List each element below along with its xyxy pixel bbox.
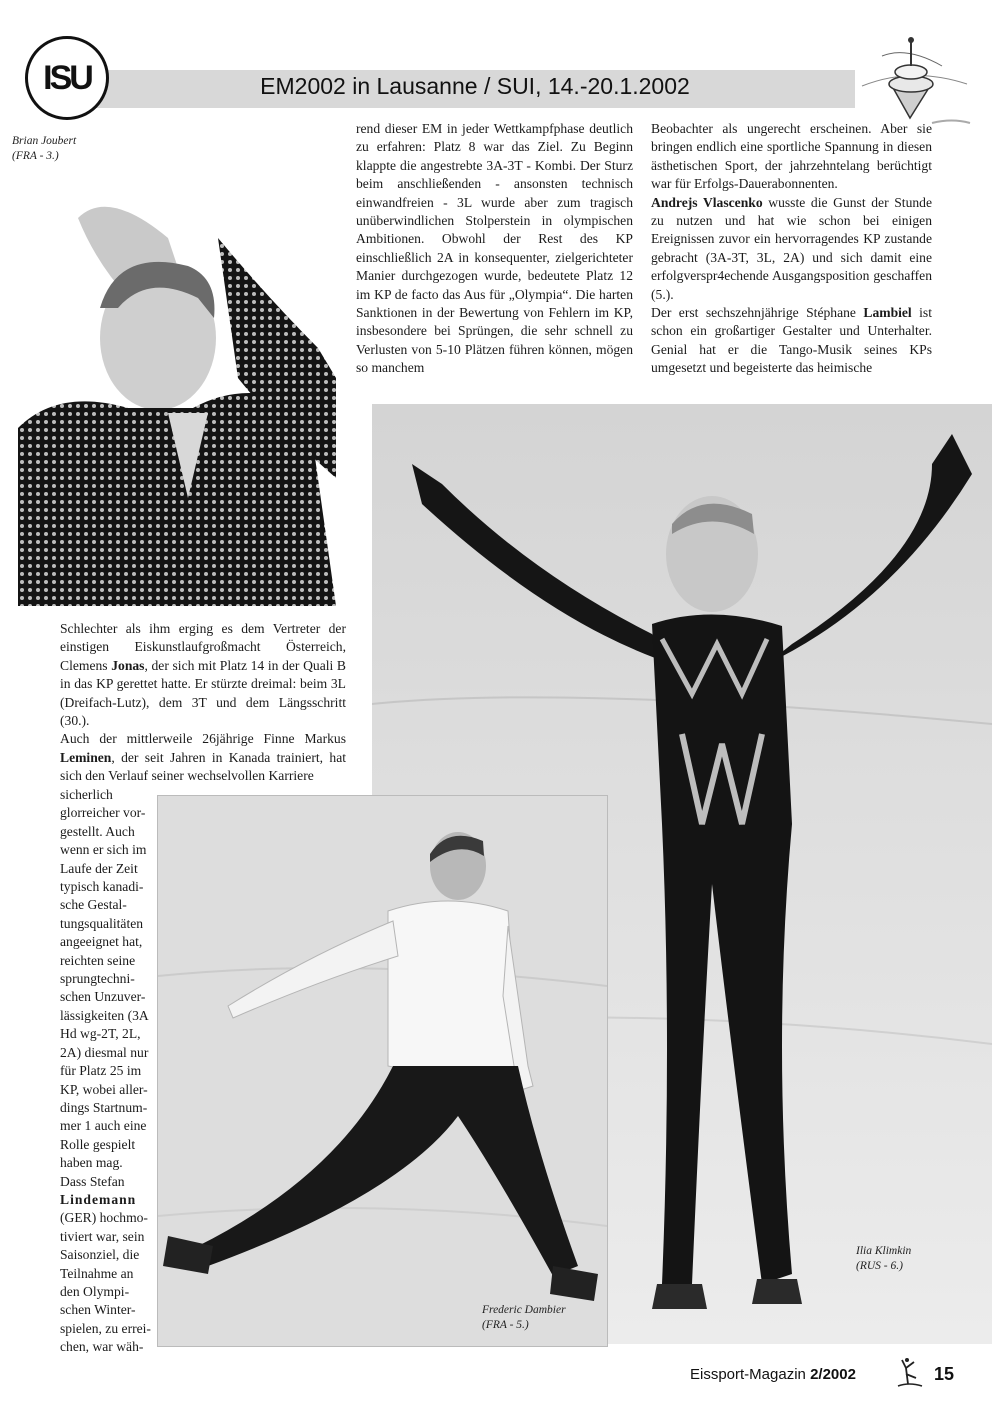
text-line: glorreicher vor-	[60, 805, 146, 821]
text-line: Lindemann	[60, 1191, 137, 1207]
text-line: sche Gestal-	[60, 897, 127, 913]
text-line: chen, war wäh-	[60, 1339, 144, 1355]
caption-joubert: Brian Joubert (FRA - 3.)	[12, 135, 77, 162]
paragraph: rend dieser EM in jeder Wettkampfphase deutlich zu erfahren: Platz 8 war das Ziel. Zu Beginn klappte die angestrebte 3A-3T - Kombi. Der Sturz beim anschließenden - ansonsten technisch einwandfreien - 3L wurde aber zum tragisch unüberwindlichen Stolperstein in olympischen Ambitionen. Obwohl der Rest des KP einschließlich 2A in konsequenter, zielgerichteter Manier durchgezogen wurde, bedeutete Platz 12 im KP de facto das Aus für „Olympia“. Die harten Sanktionen in der Bewertung von Fehlern im KP, insbesondere bei Sprüngen, die sehr schnell zu Verlusten von 5-10 Plätzen führen können, mögen so manchem	[356, 121, 633, 376]
skater-logo-icon	[894, 1356, 924, 1390]
paragraph	[60, 730, 346, 785]
page-number: 15	[934, 1364, 955, 1384]
footer-magazine	[690, 1366, 856, 1383]
paragraph-text: wusste die Gunst der Stunde zu nutzen und hat wie schon bei einigen Ereignissen zuvor ein hervorragendes KP zustande gebracht (3A-3T, 3L, 2A) und sich damit eine erfolgverspr4echende Ausgangsposition geschaffen (5.).	[651, 194, 932, 302]
spinning-top-icon	[852, 26, 972, 126]
photo-frederic-dambier	[157, 795, 608, 1347]
page-title: EM2002 in Lausanne / SUI, 14.-20.1.2002	[260, 73, 690, 99]
article-column-middle	[356, 120, 633, 378]
text-line: Hd wg-2T, 2L,	[60, 1026, 141, 1042]
text-line: spielen, zu errei-	[60, 1320, 151, 1336]
text-line: reichten seine	[60, 952, 136, 968]
text-line: lässigkeiten (3A	[60, 1007, 149, 1023]
paragraph	[651, 194, 932, 304]
paragraph-text: Schlechter als ihm erging es dem Vertreter der einstigen Eiskunstlaufgroßmacht Österreich, Clemens	[60, 621, 346, 673]
paragraph-text: , der seit Jahren in Kanada trainiert, hat sich den Verlauf seiner wechselvollen Karriere	[60, 749, 346, 784]
text-line: mer 1 auch eine	[60, 1118, 147, 1134]
paragraph-text: Der erst sechszehnjährige Stéphane	[651, 305, 864, 321]
paragraph	[60, 620, 346, 730]
text-line: sprungtechni-	[60, 971, 135, 987]
text-line: haben mag.	[60, 1155, 123, 1171]
text-line: schen Unzuver-	[60, 989, 146, 1005]
isu-logo: ISU	[25, 36, 109, 120]
issue-number: 2/2002	[810, 1366, 856, 1383]
skater-name: Jonas	[111, 657, 145, 673]
paragraph: Beobachter als ungerecht erscheinen. Aber sie bringen endlich eine sportliche Spannung in diesen ästhetischen Sport, der jahrzehntelang berüchtigt war für Erfolgs-Dauerabonnenten.	[651, 121, 932, 192]
caption-dambier: Frederic Dambier (FRA - 5.)	[482, 1304, 566, 1331]
text-line: dings Startnum-	[60, 1099, 148, 1115]
text-line: Teilnahme an	[60, 1265, 134, 1281]
text-line: typisch kanadi-	[60, 879, 144, 895]
photo-brian-joubert	[18, 178, 336, 606]
magazine-name: Eissport-Magazin	[690, 1366, 806, 1383]
text-line: den Olympi-	[60, 1283, 130, 1299]
text-line: tiviert war, sein	[60, 1228, 145, 1244]
article-column-left-narrow	[60, 786, 155, 1357]
paragraph-text: , der sich mit Platz 14 in der Quali B in das KP gerettet hatte. Er stürzte dreimal: beim 3L (Dreifach-Lutz), dem 3T und dem Längsschritt (30.).	[60, 657, 346, 729]
text-line: Laufe der Zeit	[60, 860, 138, 876]
text-line: Rolle gespielt	[60, 1136, 136, 1152]
text-line: gestellt. Auch	[60, 823, 135, 839]
article-column-left	[60, 620, 346, 786]
text-line: sicherlich	[60, 787, 113, 802]
text-line: wenn er sich im	[60, 842, 147, 858]
paragraph-text: ist schon ein großartiger Gestalter und Unterhalter. Genial hat er die Tango-Musik seines KPs umgesetzt und begeisterte das heimische	[651, 305, 932, 376]
text-line: Dass Stefan	[60, 1173, 125, 1189]
skater-name: Leminen	[60, 749, 112, 765]
text-line: für Platz 25 im	[60, 1063, 142, 1079]
paragraph-text: Auch der mittlerweile 26jährige Finne Markus	[60, 731, 346, 747]
caption-klimkin: Ilia Klimkin (RUS - 6.)	[856, 1245, 912, 1272]
text-line: KP, wobei aller-	[60, 1081, 148, 1097]
skater-name: Andrejs Vlascenko	[651, 194, 763, 210]
skater-name: Lambiel	[863, 305, 912, 321]
text-line: (GER) hochmo-	[60, 1210, 148, 1226]
text-line: tungsqualitäten	[60, 915, 144, 931]
paragraph	[651, 304, 932, 378]
article-column-right	[651, 120, 932, 378]
text-line: 2A) diesmal nur	[60, 1044, 149, 1060]
text-line: schen Winter-	[60, 1302, 136, 1318]
text-line: angeeignet hat,	[60, 934, 143, 950]
text-line: Saisonziel, die	[60, 1247, 140, 1263]
